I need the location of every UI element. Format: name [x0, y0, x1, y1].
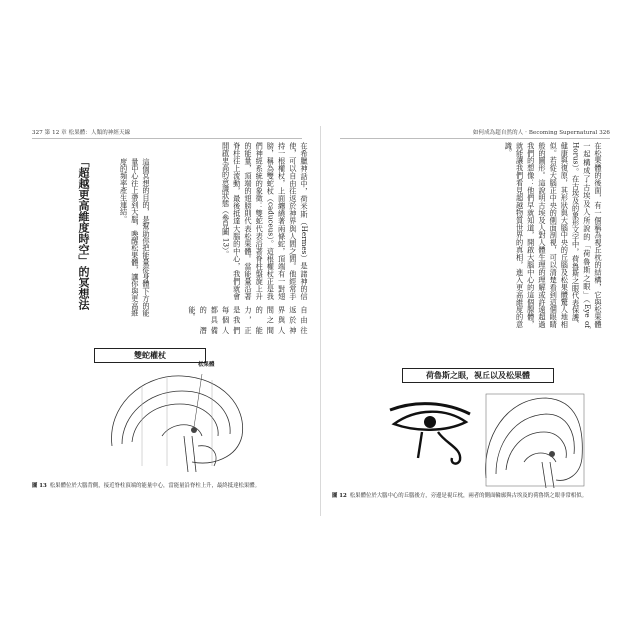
caption-text: 松果體位於大腦中心的丘腦後方，旁邊是視丘枕，兩者的側面輪廓與古埃及的荷魯斯之眼非常相似。	[349, 493, 587, 499]
pineal-gland-marker	[549, 451, 555, 457]
figure-title: 雙蛇權杖	[94, 348, 206, 363]
right-page	[332, 120, 610, 520]
figure-caption	[32, 482, 308, 490]
caption-text: 松果體位於大腦背側，接近脊柱頂端的能量中心，當能量沿脊柱上升，最終抵達松果體。	[49, 483, 261, 489]
gutter-divider	[320, 126, 321, 516]
book-spread	[32, 120, 610, 520]
caption-number: 圖 12	[332, 493, 347, 499]
section-intro: 這個冥想的目的，是幫助你把能量從身體下方的能量中心往上帶到大腦，喚醒松果體，讓你與更高維度的頻率產生連結。	[119, 158, 151, 317]
header-rule	[340, 138, 610, 139]
eye-of-horus-icon	[390, 404, 470, 464]
figure-caption	[332, 492, 608, 500]
figure-title: 荷魯斯之眼，視丘以及松果體	[402, 368, 554, 383]
pineal-label: 松果體	[198, 362, 215, 368]
brain-figure	[102, 362, 252, 474]
body-text-upper: 在松果體的後面，有一個稱為視丘枕的結構，它與松果體一起構成了古埃及人所說的「荷魯斯之眼」（Eye of Horus）。在古埃及的象形文字中，荷魯斯之眼代表保護、健康與復原，其形狀與大腦中央的丘腦及松果體驚人地相似。若從大腦正中央的側面剖視，可以清楚看到這個眼睛般的圖形。這說明古埃及人對人體生理的理解或許遠超過我們的想像：他們早就知道，開啟大腦中心的這個腺體，就能讓我們看見超越物質世界的真相，進入更高維度的意識。	[504, 142, 603, 328]
running-head-left	[32, 128, 302, 139]
running-head-right	[340, 128, 610, 139]
brain-cross-section	[486, 398, 583, 488]
section-heading: 「超越更高維度時空」的冥想法	[77, 156, 90, 310]
left-page	[32, 120, 310, 520]
pineal-gland-marker	[191, 427, 197, 433]
body-text-lower: 自由往返於神界與人間之間的能力，正是我們每個人都具備的潛能。	[187, 306, 309, 334]
body-text-upper: 在希臘神話中，荷米斯（Hermes）是諸神的信使，可以自由往返於神界與人間之間。他經常手持一根權杖，上面纏繞著兩條蛇，頂端有一對翅膀，稱為雙蛇杖（caduceus）。這根權杖正是我們神經系統的象徵：雙蛇代表沿著脊柱盤旋上升的能量，頂端的翅膀則代表松果體。當能量沿著脊柱往上流動，最後抵達大腦的中心，我們就會開啟更高的意識狀態（參見圖 13）。	[221, 142, 309, 300]
header-rule	[32, 138, 302, 139]
brain-illustration	[102, 366, 252, 474]
running-head-text: 327 第 12 章 松果體：人類的神經天線	[32, 130, 131, 136]
eye-of-horus-illustration	[386, 388, 586, 488]
caption-number: 圖 13	[32, 483, 47, 489]
running-head-text: 如何成為超自然的人 · Becoming Supernatural 326	[472, 130, 610, 136]
eye-of-horus-figure	[386, 388, 586, 488]
